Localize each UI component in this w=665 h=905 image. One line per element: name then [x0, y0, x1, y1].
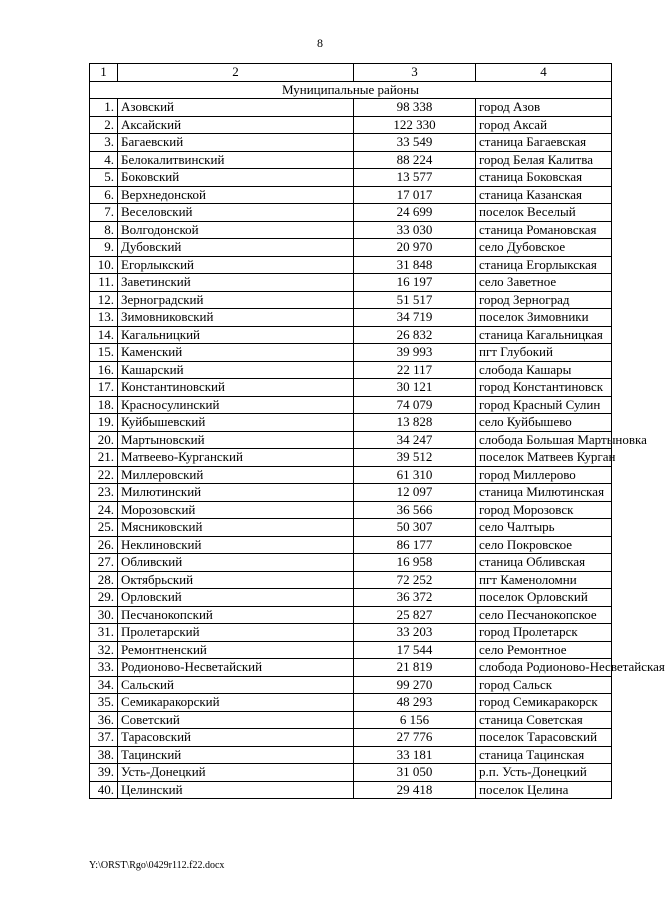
district-name: Мясниковский [118, 519, 354, 537]
administrative-center: пгт Каменоломни [476, 571, 612, 589]
administrative-center: станица Милютинская [476, 484, 612, 502]
district-name: Боковский [118, 169, 354, 187]
district-name: Багаевский [118, 134, 354, 152]
district-name: Миллеровский [118, 466, 354, 484]
population-value: 16 197 [354, 274, 476, 292]
row-number: 19. [90, 414, 118, 432]
population-value: 98 338 [354, 99, 476, 117]
district-name: Мартыновский [118, 431, 354, 449]
population-value: 33 030 [354, 221, 476, 239]
district-name: Неклиновский [118, 536, 354, 554]
table-row [90, 536, 612, 554]
table-row [90, 694, 612, 712]
row-number: 21. [90, 449, 118, 467]
administrative-center: слобода Большая Мартыновка [476, 431, 612, 449]
district-name: Куйбышевский [118, 414, 354, 432]
administrative-center: поселок Орловский [476, 589, 612, 607]
row-number: 10. [90, 256, 118, 274]
table-row [90, 641, 612, 659]
population-value: 29 418 [354, 781, 476, 799]
administrative-center: город Аксай [476, 116, 612, 134]
table-row [90, 361, 612, 379]
population-value: 13 577 [354, 169, 476, 187]
row-number: 24. [90, 501, 118, 519]
table-row [90, 571, 612, 589]
municipal-districts-table [89, 63, 665, 799]
district-name: Песчанокопский [118, 606, 354, 624]
administrative-center: поселок Зимовники [476, 309, 612, 327]
row-number: 32. [90, 641, 118, 659]
administrative-center: город Зерноград [476, 291, 612, 309]
administrative-center: слобода Кашары [476, 361, 612, 379]
table-row [90, 589, 612, 607]
row-number: 11. [90, 274, 118, 292]
table-row [90, 781, 612, 799]
administrative-center: поселок Тарасовский [476, 729, 612, 747]
district-name: Усть-Донецкий [118, 764, 354, 782]
administrative-center: город Красный Сулин [476, 396, 612, 414]
administrative-center: город Азов [476, 99, 612, 117]
population-value: 6 156 [354, 711, 476, 729]
row-number: 37. [90, 729, 118, 747]
district-name: Морозовский [118, 501, 354, 519]
administrative-center: р.п. Усть-Донецкий [476, 764, 612, 782]
administrative-center: город Пролетарск [476, 624, 612, 642]
district-name: Волгодонской [118, 221, 354, 239]
table-row [90, 606, 612, 624]
table-row [90, 379, 612, 397]
population-value: 22 117 [354, 361, 476, 379]
population-value: 21 819 [354, 659, 476, 677]
administrative-center: село Покровское [476, 536, 612, 554]
district-name: Веселовский [118, 204, 354, 222]
table-row [90, 134, 612, 152]
district-name: Зимовниковский [118, 309, 354, 327]
population-value: 33 181 [354, 746, 476, 764]
row-number: 7. [90, 204, 118, 222]
administrative-center: станица Боковская [476, 169, 612, 187]
administrative-center: станица Советская [476, 711, 612, 729]
administrative-center: станица Романовская [476, 221, 612, 239]
administrative-center: станица Егорлыкская [476, 256, 612, 274]
population-value: 36 566 [354, 501, 476, 519]
table-row [90, 116, 612, 134]
row-number: 39. [90, 764, 118, 782]
district-name: Азовский [118, 99, 354, 117]
administrative-center: село Дубовское [476, 239, 612, 257]
district-name: Родионово-Несветайский [118, 659, 354, 677]
row-number: 35. [90, 694, 118, 712]
population-value: 48 293 [354, 694, 476, 712]
district-name: Обливский [118, 554, 354, 572]
district-name: Милютинский [118, 484, 354, 502]
table-row [90, 484, 612, 502]
footer-file-path: Y:\ORST\Rgo\0429r112.f22.docx [89, 860, 225, 871]
row-number: 12. [90, 291, 118, 309]
population-value: 86 177 [354, 536, 476, 554]
administrative-center: село Чалтырь [476, 519, 612, 537]
column-header-2: 2 [118, 64, 354, 82]
table-row [90, 764, 612, 782]
administrative-center: пгт Глубокий [476, 344, 612, 362]
row-number: 16. [90, 361, 118, 379]
administrative-center: город Белая Калитва [476, 151, 612, 169]
district-name: Верхнедонской [118, 186, 354, 204]
column-header-4: 4 [476, 64, 612, 82]
table-row [90, 99, 612, 117]
administrative-center: село Ремонтное [476, 641, 612, 659]
administrative-center: станица Кагальницкая [476, 326, 612, 344]
district-name: Октябрьский [118, 571, 354, 589]
district-name: Советский [118, 711, 354, 729]
population-value: 74 079 [354, 396, 476, 414]
administrative-center: поселок Веселый [476, 204, 612, 222]
population-value: 39 512 [354, 449, 476, 467]
row-number: 5. [90, 169, 118, 187]
district-name: Аксайский [118, 116, 354, 134]
district-name: Тацинский [118, 746, 354, 764]
district-name: Ремонтненский [118, 641, 354, 659]
table-row [90, 239, 612, 257]
row-number: 28. [90, 571, 118, 589]
administrative-center: город Морозовск [476, 501, 612, 519]
population-value: 99 270 [354, 676, 476, 694]
population-value: 25 827 [354, 606, 476, 624]
column-header-3: 3 [354, 64, 476, 82]
row-number: 25. [90, 519, 118, 537]
population-value: 122 330 [354, 116, 476, 134]
table-row [90, 746, 612, 764]
population-value: 31 050 [354, 764, 476, 782]
table-row [90, 291, 612, 309]
row-number: 13. [90, 309, 118, 327]
row-number: 40. [90, 781, 118, 799]
population-value: 36 372 [354, 589, 476, 607]
district-name: Сальский [118, 676, 354, 694]
row-number: 15. [90, 344, 118, 362]
row-number: 29. [90, 589, 118, 607]
population-value: 33 203 [354, 624, 476, 642]
district-name: Егорлыкский [118, 256, 354, 274]
section-title: Муниципальные районы [90, 81, 612, 99]
table-row [90, 221, 612, 239]
population-value: 16 958 [354, 554, 476, 572]
row-number: 23. [90, 484, 118, 502]
district-name: Семикаракорский [118, 694, 354, 712]
row-number: 34. [90, 676, 118, 694]
header-row [90, 64, 612, 82]
administrative-center: станица Тацинская [476, 746, 612, 764]
row-number: 30. [90, 606, 118, 624]
table-row [90, 326, 612, 344]
table-row [90, 274, 612, 292]
district-name: Пролетарский [118, 624, 354, 642]
administrative-center: город Семикаракорск [476, 694, 612, 712]
table-row [90, 519, 612, 537]
row-number: 31. [90, 624, 118, 642]
district-name: Кашарский [118, 361, 354, 379]
population-value: 20 970 [354, 239, 476, 257]
row-number: 6. [90, 186, 118, 204]
district-name: Белокалитвинский [118, 151, 354, 169]
population-value: 39 993 [354, 344, 476, 362]
table-row [90, 676, 612, 694]
table-row [90, 729, 612, 747]
population-value: 61 310 [354, 466, 476, 484]
population-value: 31 848 [354, 256, 476, 274]
population-value: 24 699 [354, 204, 476, 222]
section-row [90, 81, 612, 99]
table-row [90, 414, 612, 432]
population-value: 27 776 [354, 729, 476, 747]
row-number: 3. [90, 134, 118, 152]
table-row [90, 449, 612, 467]
row-number: 20. [90, 431, 118, 449]
row-number: 26. [90, 536, 118, 554]
administrative-center: город Константиновск [476, 379, 612, 397]
administrative-center: поселок Целина [476, 781, 612, 799]
district-name: Каменский [118, 344, 354, 362]
table-row [90, 396, 612, 414]
table-row [90, 466, 612, 484]
district-name: Целинский [118, 781, 354, 799]
row-number: 18. [90, 396, 118, 414]
district-name: Матвеево-Курганский [118, 449, 354, 467]
table-row [90, 501, 612, 519]
table-row [90, 169, 612, 187]
table-row [90, 659, 612, 677]
administrative-center: станица Обливская [476, 554, 612, 572]
row-number: 33. [90, 659, 118, 677]
administrative-center: село Куйбышево [476, 414, 612, 432]
row-number: 2. [90, 116, 118, 134]
administrative-center: город Сальск [476, 676, 612, 694]
table-row [90, 624, 612, 642]
row-number: 36. [90, 711, 118, 729]
table-row [90, 186, 612, 204]
administrative-center: город Миллерово [476, 466, 612, 484]
population-value: 26 832 [354, 326, 476, 344]
district-name: Зерноградский [118, 291, 354, 309]
population-value: 33 549 [354, 134, 476, 152]
row-number: 17. [90, 379, 118, 397]
administrative-center: станица Казанская [476, 186, 612, 204]
administrative-center: село Заветное [476, 274, 612, 292]
row-number: 9. [90, 239, 118, 257]
district-name: Дубовский [118, 239, 354, 257]
table-row [90, 554, 612, 572]
row-number: 27. [90, 554, 118, 572]
row-number: 4. [90, 151, 118, 169]
population-value: 72 252 [354, 571, 476, 589]
table-row [90, 344, 612, 362]
population-value: 51 517 [354, 291, 476, 309]
district-name: Тарасовский [118, 729, 354, 747]
administrative-center: поселок Матвеев Курган [476, 449, 612, 467]
table-row [90, 309, 612, 327]
row-number: 22. [90, 466, 118, 484]
administrative-center: слобода Родионово-Несветайская [476, 659, 612, 677]
population-value: 50 307 [354, 519, 476, 537]
district-name: Константиновский [118, 379, 354, 397]
table-row [90, 431, 612, 449]
table-row [90, 256, 612, 274]
row-number: 1. [90, 99, 118, 117]
row-number: 38. [90, 746, 118, 764]
population-value: 88 224 [354, 151, 476, 169]
population-value: 34 719 [354, 309, 476, 327]
district-name: Красносулинский [118, 396, 354, 414]
administrative-center: станица Багаевская [476, 134, 612, 152]
population-value: 34 247 [354, 431, 476, 449]
table-body [90, 64, 665, 799]
page-number: 8 [317, 36, 323, 50]
district-name: Кагальницкий [118, 326, 354, 344]
population-value: 13 828 [354, 414, 476, 432]
population-value: 12 097 [354, 484, 476, 502]
table-row [90, 151, 612, 169]
population-value: 17 544 [354, 641, 476, 659]
population-value: 30 121 [354, 379, 476, 397]
column-header-1: 1 [90, 64, 118, 82]
administrative-center: село Песчанокопское [476, 606, 612, 624]
row-number: 8. [90, 221, 118, 239]
district-name: Орловский [118, 589, 354, 607]
district-name: Заветинский [118, 274, 354, 292]
table-row [90, 204, 612, 222]
population-value: 17 017 [354, 186, 476, 204]
row-number: 14. [90, 326, 118, 344]
table-row [90, 711, 612, 729]
